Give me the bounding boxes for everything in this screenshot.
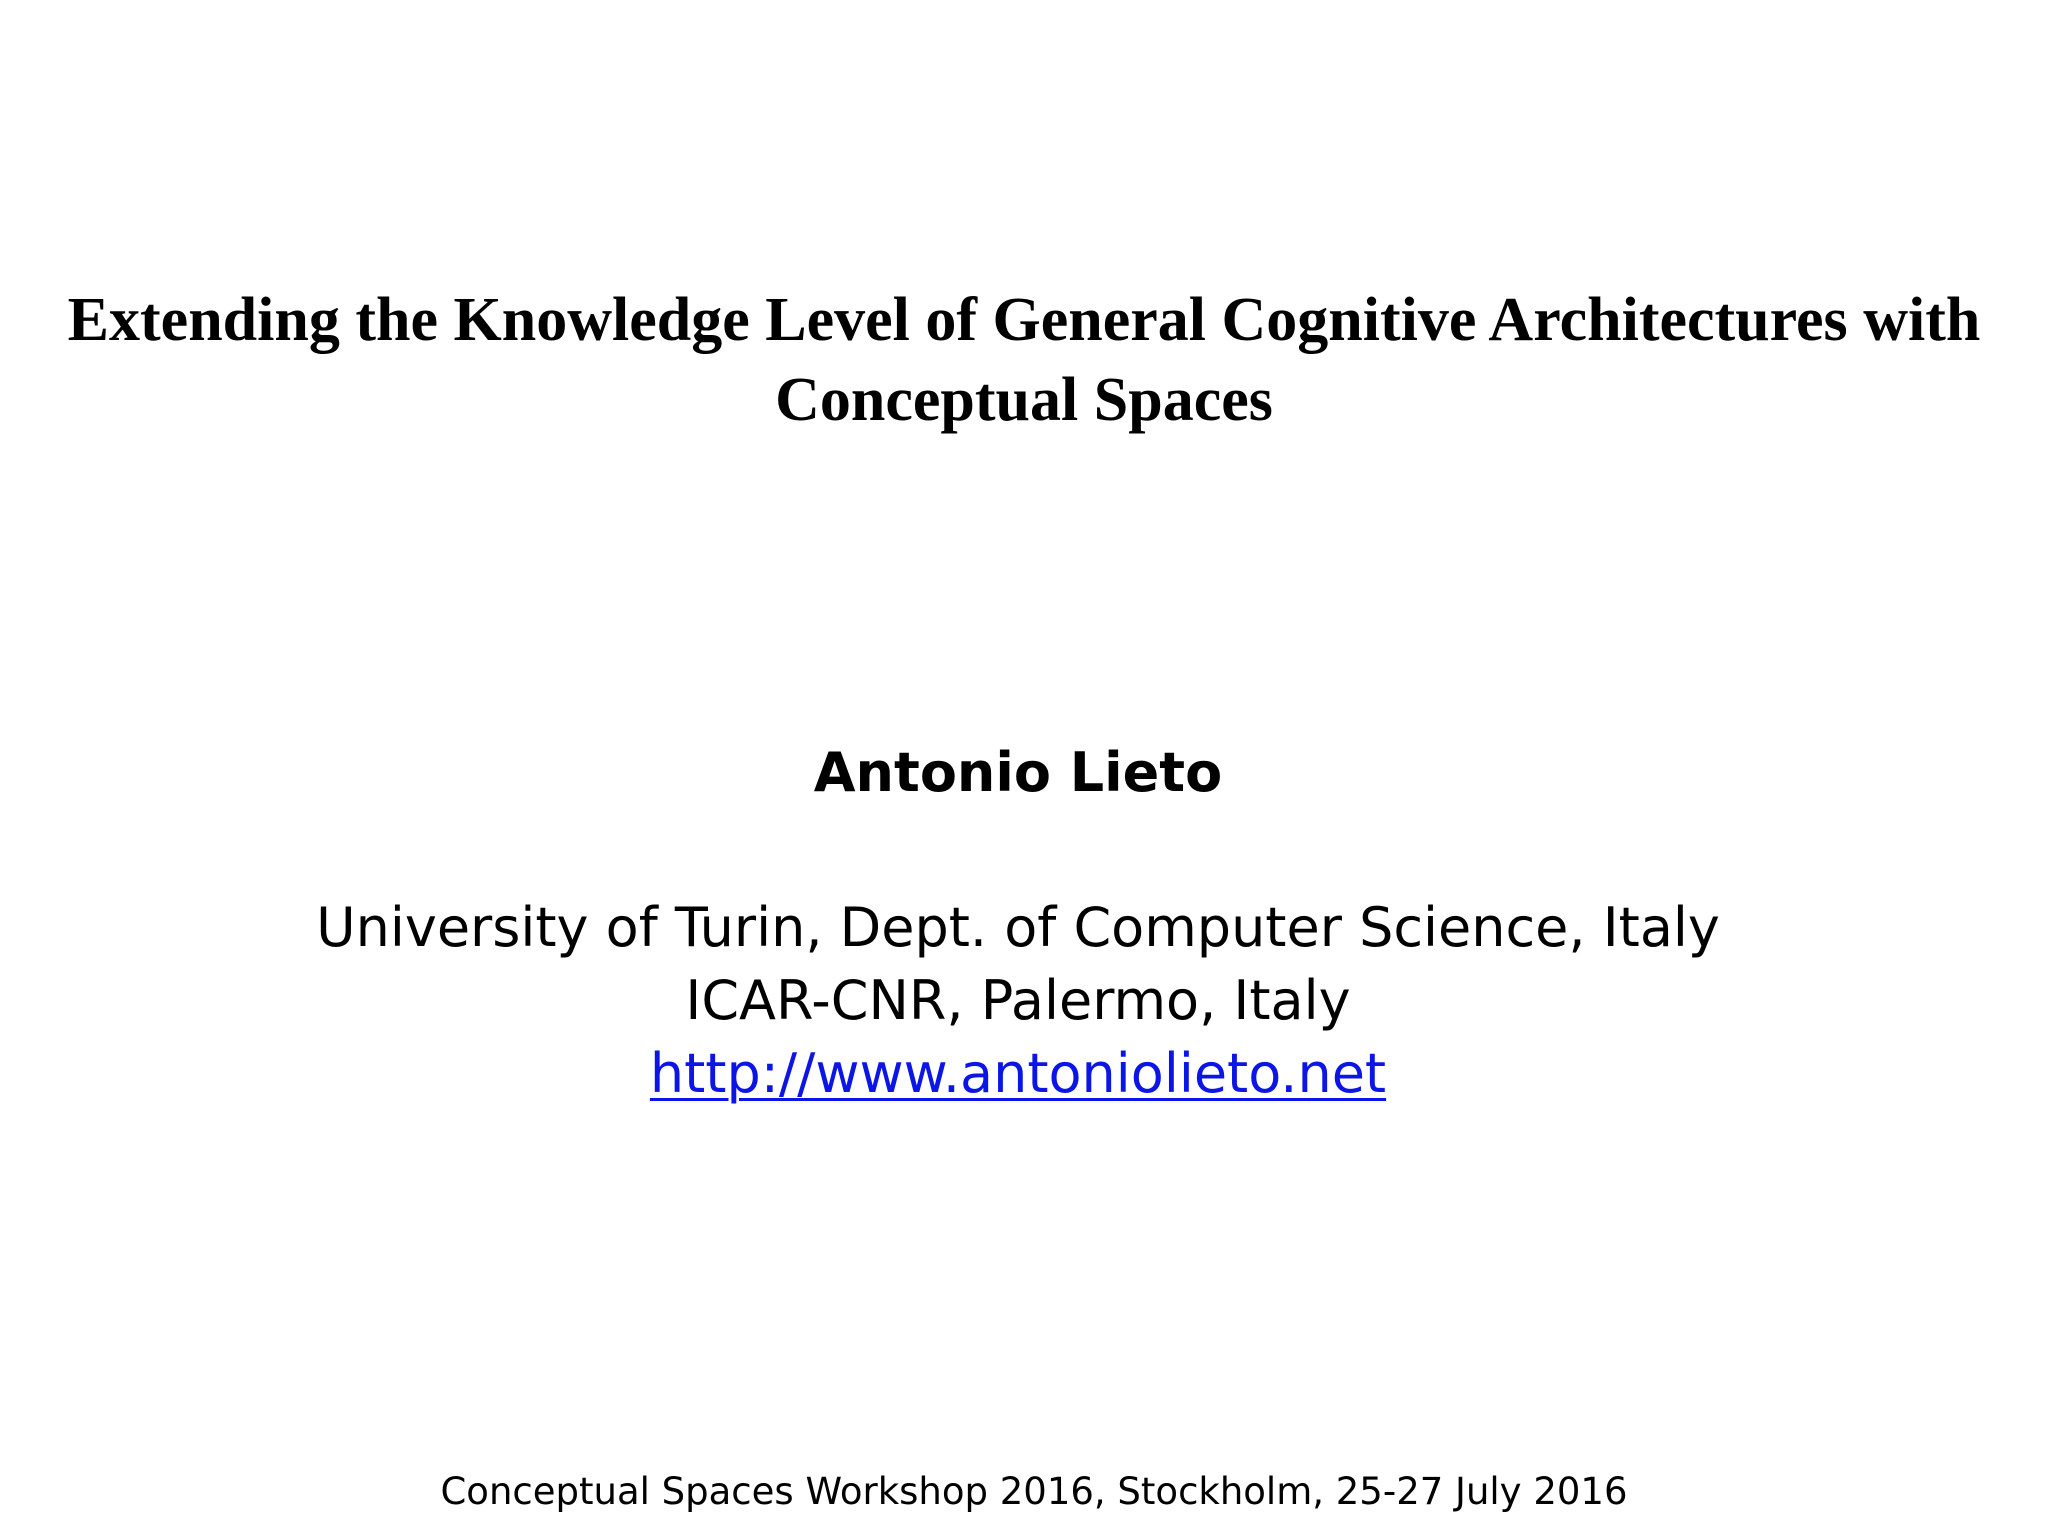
slide-title xyxy=(0,280,2048,440)
author-affiliations xyxy=(0,891,2036,1110)
affiliation-university: University of Turin, Dept. of Computer Science, Italy xyxy=(316,896,1720,959)
affiliation-institute: ICAR-CNR, Palermo, Italy xyxy=(685,969,1351,1032)
slide-title-line-1: Extending the Knowledge Level of General Cognitive Architectures with xyxy=(67,286,1981,354)
website-link[interactable]: http://www.antoniolieto.net xyxy=(649,1042,1387,1105)
website-line xyxy=(0,1037,2036,1110)
author-name: Antonio Lieto xyxy=(813,741,1223,804)
footer-event-info: Conceptual Spaces Workshop 2016, Stockholm, 25-27 July 2016 xyxy=(440,1470,1628,1513)
slide-title-line-2: Conceptual Spaces xyxy=(775,366,1273,434)
